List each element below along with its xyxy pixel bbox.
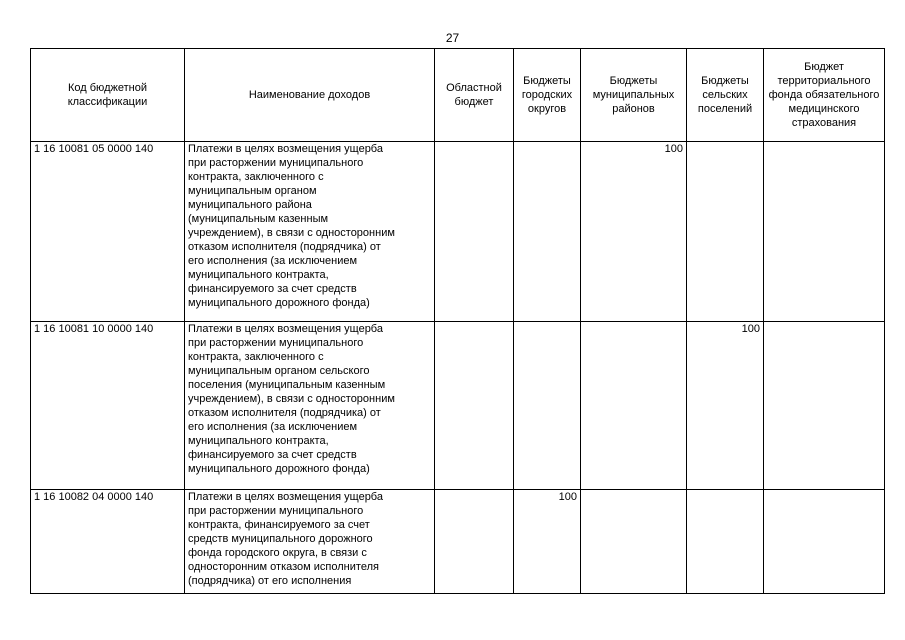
row-value-district xyxy=(581,490,687,594)
table-row xyxy=(31,322,885,490)
row-code: 1 16 10081 10 0000 140 xyxy=(31,322,185,490)
header-code: Код бюджетной классификации xyxy=(31,49,185,142)
row-value-regional xyxy=(435,142,514,322)
row-value-district xyxy=(581,322,687,490)
row-value-rural xyxy=(687,142,764,322)
header-city-budgets: Бюджеты городских округов xyxy=(514,49,581,142)
row-value-medical-fund xyxy=(764,322,885,490)
header-regional-budget: Областной бюджет xyxy=(435,49,514,142)
row-value-medical-fund xyxy=(764,142,885,322)
row-value-district: 100 xyxy=(581,142,687,322)
row-value-rural: 100 xyxy=(687,322,764,490)
table-header-row xyxy=(31,49,885,142)
header-rural-settlement-budgets: Бюджеты сельских поселений xyxy=(687,49,764,142)
header-name: Наименование доходов xyxy=(185,49,435,142)
row-value-medical-fund xyxy=(764,490,885,594)
header-municipal-district-budgets: Бюджеты муниципальных районов xyxy=(581,49,687,142)
row-value-rural xyxy=(687,490,764,594)
row-value-regional xyxy=(435,322,514,490)
row-value-city: 100 xyxy=(514,490,581,594)
header-medical-insurance-fund-budget: Бюджет территориального фонда обязательного медицинского страхования xyxy=(764,49,885,142)
row-name: Платежи в целях возмещения ущерба при расторжении муниципального контракта, финансируемого за счет средств муниципального дорожного фонда городского округа, в связи с односторонним отказом исполнителя (подрядчика) от его исполнения xyxy=(185,490,435,594)
row-name: Платежи в целях возмещения ущерба при расторжении муниципального контракта, заключенного с муниципальным органом муниципального района (муниципальным казенным учреждением), в связи с односторонним отказом исполнителя (подрядчика) от его исполнения (за исключением муниципального контракта, финансируемого за счет средств муниципального дорожного фонда) xyxy=(185,142,435,322)
row-value-city xyxy=(514,142,581,322)
row-name: Платежи в целях возмещения ущерба при расторжении муниципального контракта, заключенного с муниципальным органом сельского поселения (муниципальным казенным учреждением), в связи с односторонним отказом исполнителя (подрядчика) от его исполнения (за исключением муниципального контракта, финансируемого за счет средств муниципального дорожного фонда) xyxy=(185,322,435,490)
table-row xyxy=(31,490,885,594)
row-code: 1 16 10081 05 0000 140 xyxy=(31,142,185,322)
row-code: 1 16 10082 04 0000 140 xyxy=(31,490,185,594)
page-number: 27 xyxy=(445,31,460,45)
row-value-regional xyxy=(435,490,514,594)
budget-revenue-table xyxy=(30,48,885,594)
table-row xyxy=(31,142,885,322)
row-value-city xyxy=(514,322,581,490)
